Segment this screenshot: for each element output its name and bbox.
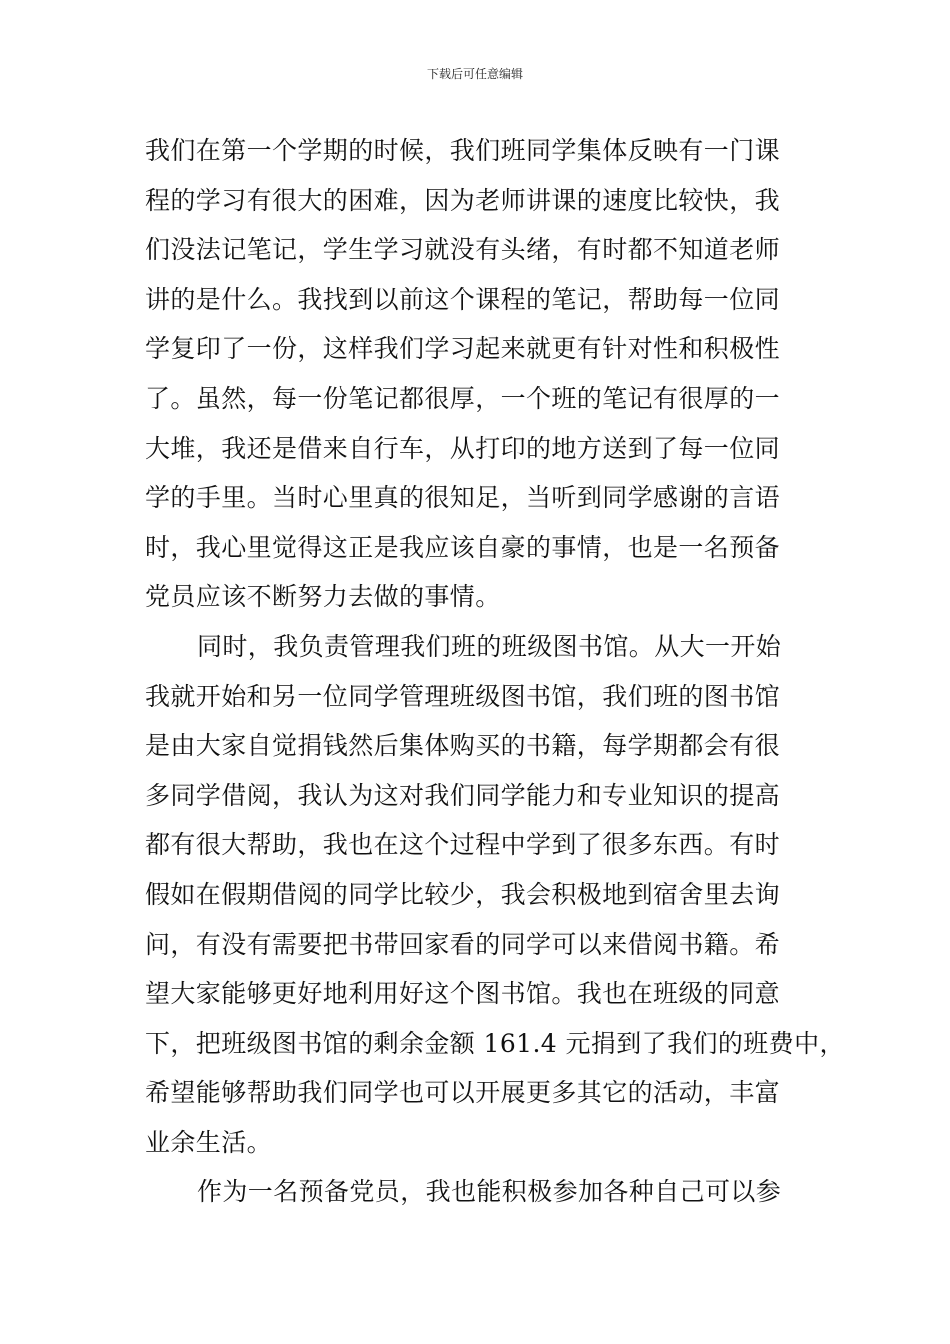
text-line: 时，我心里觉得这正是我应该自豪的事情，也是一名预备	[145, 532, 781, 562]
text-line: 都有很大帮助，我也在这个过程中学到了很多东西。有时	[145, 830, 781, 860]
text-line: 学的手里。当时心里真的很知足，当听到同学感谢的言语	[145, 483, 781, 513]
text-line: 党员应该不断努力去做的事情。	[145, 582, 501, 612]
text-line: 多同学借阅，我认为这对我们同学能力和专业知识的提高	[145, 780, 781, 810]
text-line: 学复印了一份，这样我们学习起来就更有针对性和积极性	[145, 334, 781, 364]
text-line: 讲的是什么。我找到以前这个课程的笔记，帮助每一位同	[145, 284, 781, 314]
paragraph-2	[145, 622, 845, 1168]
page-header: 下载后可任意编辑	[426, 67, 523, 81]
text-line: 下，把班级图书馆的剩余金额 161.4 元捐到了我们的班费中，	[145, 1028, 845, 1058]
text-line: 我们在第一个学期的时候，我们班同学集体反映有一门课	[145, 136, 781, 165]
text-line: 希望能够帮助我们同学也可以开展更多其它的活动，丰富	[145, 1078, 781, 1108]
text-line: 程的学习有很大的困难，因为老师讲课的速度比较快，我	[145, 185, 781, 215]
text-line: 问，有没有需要把书带回家看的同学可以来借阅书籍。希	[145, 929, 781, 959]
text-line: 望大家能够更好地利用好这个图书馆。我也在班级的同意	[145, 979, 781, 1009]
paragraph-3	[145, 1167, 815, 1217]
text-line: 了。虽然，每一份笔记都很厚，一个班的笔记有很厚的一	[145, 383, 781, 413]
text-line: 业余生活。	[145, 1127, 273, 1157]
text-line: 作为一名预备党员，我也能积极参加各种自己可以参	[197, 1177, 782, 1207]
text-line: 大堆，我还是借来自行车，从打印的地方送到了每一位同	[145, 433, 781, 463]
text-line: 是由大家自觉捐钱然后集体购买的书籍，每学期都会有很	[145, 731, 781, 761]
text-line: 我就开始和另一位同学管理班级图书馆，我们班的图书馆	[145, 681, 781, 711]
document-body	[145, 126, 845, 1217]
paragraph-1	[145, 126, 815, 622]
text-line: 们没法记笔记，学生学习就没有头绪，有时都不知道老师	[145, 235, 781, 265]
text-line: 同时，我负责管理我们班的班级图书馆。从大一开始	[197, 631, 782, 661]
text-line: 假如在假期借阅的同学比较少，我会积极地到宿舍里去询	[145, 879, 781, 909]
